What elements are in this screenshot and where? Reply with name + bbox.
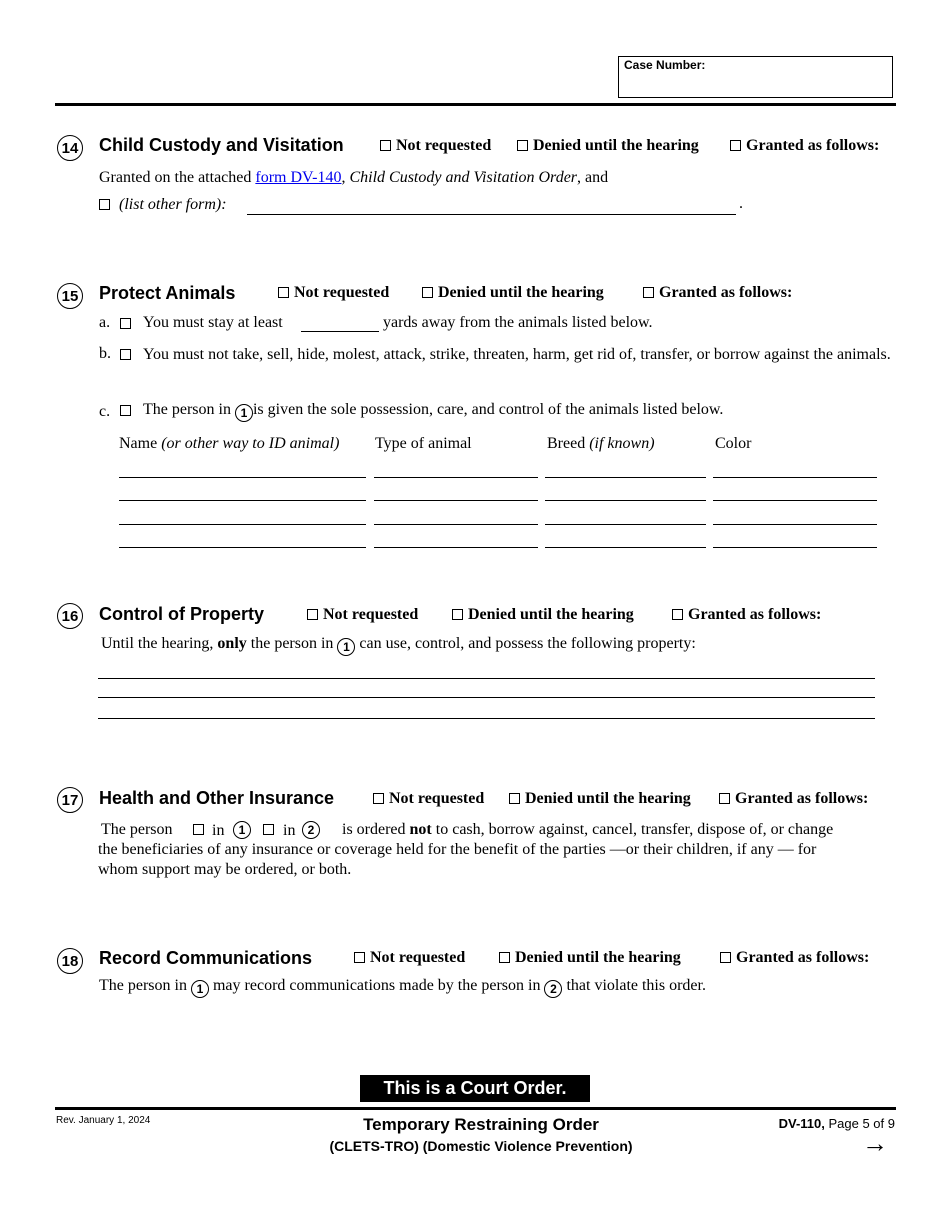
section-14-title: Child Custody and Visitation	[99, 135, 344, 155]
section-15-number: 15	[57, 283, 83, 309]
form-title: Temporary Restraining Order	[363, 1115, 599, 1134]
party-1-ref: 1	[235, 404, 253, 422]
checkbox[interactable]	[452, 609, 463, 620]
checkbox[interactable]	[730, 140, 741, 151]
s15a-checkbox[interactable]	[120, 318, 131, 329]
section-14-number: 14	[57, 135, 83, 161]
in-text: in	[283, 822, 296, 839]
animal-table-cell-line[interactable]	[545, 500, 706, 501]
checkbox[interactable]	[719, 793, 730, 804]
page-number: Page 5 of 9	[824, 1116, 895, 1131]
animal-table-cell-line[interactable]	[374, 524, 538, 525]
checkbox[interactable]	[307, 609, 318, 620]
item-c-letter: c.	[99, 403, 111, 420]
checkbox[interactable]	[99, 199, 110, 210]
s17-party-1-checkbox[interactable]	[193, 824, 204, 835]
s17-text-person: The person	[101, 821, 173, 838]
col-color-header: Color	[715, 435, 752, 452]
s18-not-requested[interactable]: Not requested	[354, 949, 465, 967]
checkbox[interactable]	[373, 793, 384, 804]
animal-table-cell-line[interactable]	[713, 500, 877, 501]
party-1-ref: 1	[233, 821, 251, 839]
s17-text-line2: the beneficiaries of any insurance or coverage held for the benefit of the parties —or their children, if any — for	[98, 841, 817, 858]
section-16-title: Control of Property	[99, 604, 264, 624]
case-number-label: Case Number:	[624, 58, 706, 72]
header-rule	[55, 103, 896, 106]
form-id: DV-110,	[778, 1116, 825, 1131]
animal-table-cell-line[interactable]	[119, 524, 366, 525]
case-number-box	[618, 56, 893, 98]
s15a-text-2: yards away from the animals listed below.	[383, 314, 653, 331]
animal-table-cell-line[interactable]	[374, 477, 538, 478]
checkbox[interactable]	[672, 609, 683, 620]
s17-not-requested[interactable]: Not requested	[373, 790, 484, 808]
party-1-ref: 1	[337, 638, 355, 656]
footer-rule	[55, 1107, 896, 1110]
s15c-checkbox[interactable]	[120, 405, 131, 416]
s14-other-form-field[interactable]	[247, 214, 736, 215]
s18-denied[interactable]: Denied until the hearing	[499, 949, 681, 967]
animal-table-cell-line[interactable]	[713, 524, 877, 525]
party-1-ref: 1	[191, 980, 209, 998]
s14-denied[interactable]: Denied until the hearing	[517, 137, 699, 155]
period: .	[739, 195, 743, 212]
section-18-number: 18	[57, 948, 83, 974]
checkbox[interactable]	[517, 140, 528, 151]
checkbox[interactable]	[278, 287, 289, 298]
animal-table-cell-line[interactable]	[119, 547, 366, 548]
s16-granted[interactable]: Granted as follows:	[672, 606, 821, 624]
s15a-yards-field[interactable]	[301, 331, 379, 332]
in-text: in	[212, 822, 225, 839]
s17-denied[interactable]: Denied until the hearing	[509, 790, 691, 808]
s16-denied[interactable]: Denied until the hearing	[452, 606, 634, 624]
animal-table-cell-line[interactable]	[545, 547, 706, 548]
s15-granted[interactable]: Granted as follows:	[643, 284, 792, 302]
s15-not-requested[interactable]: Not requested	[278, 284, 389, 302]
animal-table-cell-line[interactable]	[713, 477, 877, 478]
checkbox[interactable]	[509, 793, 520, 804]
s14-granted[interactable]: Granted as follows:	[730, 137, 879, 155]
s14-granted-text: Granted on the attached form DV-140, Child Custody and Visitation Order, and	[99, 169, 609, 186]
s14-not-requested[interactable]: Not requested	[380, 137, 491, 155]
s17-party-2-checkbox[interactable]	[263, 824, 274, 835]
revision-date: Rev. January 1, 2024	[56, 1115, 151, 1126]
section-18-title: Record Communications	[99, 948, 313, 968]
section-17-title: Health and Other Insurance	[99, 788, 335, 808]
item-b-letter: b.	[99, 345, 111, 362]
item-a-letter: a.	[99, 314, 111, 331]
s16-not-requested[interactable]: Not requested	[307, 606, 418, 624]
s15b-text: You must not take, sell, hide, molest, attack, strike, threaten, harm, get rid of, transfer, or borrow against the animals.	[143, 346, 891, 363]
s16-property-line[interactable]	[98, 718, 875, 719]
section-17-number: 17	[57, 787, 83, 813]
animal-table-cell-line[interactable]	[545, 524, 706, 525]
s16-text: Until the hearing, only the person in 1 can use, control, and possess the following property:	[101, 635, 696, 654]
s16-property-line[interactable]	[98, 697, 875, 698]
party-2-ref: 2	[302, 821, 320, 839]
s18-text: The person in 1 may record communications made by the person in 2 that violate this order.	[99, 977, 706, 996]
checkbox[interactable]	[499, 952, 510, 963]
s17-text-ordered: is ordered not to cash, borrow against, cancel, transfer, dispose of, or change	[342, 821, 834, 838]
form-subtitle: (CLETS-TRO) (Domestic Violence Prevention)	[329, 1138, 633, 1154]
animal-table-cell-line[interactable]	[713, 547, 877, 548]
party-2-ref: 2	[544, 980, 562, 998]
col-type-header: Type of animal	[375, 435, 472, 452]
s17-granted[interactable]: Granted as follows:	[719, 790, 868, 808]
checkbox[interactable]	[380, 140, 391, 151]
s14-other-form: (list other form):	[99, 196, 227, 214]
section-16-number: 16	[57, 603, 83, 629]
s17-text-line3: whom support may be ordered, or both.	[98, 861, 352, 878]
s15a-text: You must stay at least	[143, 314, 283, 331]
s16-property-line[interactable]	[98, 678, 875, 679]
section-15-title: Protect Animals	[99, 283, 236, 303]
animal-table-cell-line[interactable]	[119, 500, 366, 501]
animal-table-cell-line[interactable]	[374, 500, 538, 501]
checkbox[interactable]	[643, 287, 654, 298]
s15c-text: The person in 1 is given the sole possession, care, and control of the animals listed below.	[143, 401, 724, 420]
next-page-arrow-icon[interactable]: →	[862, 1128, 888, 1158]
col-name-header: Name (or other way to ID animal)	[119, 435, 340, 452]
col-breed-header: Breed (if known)	[547, 435, 655, 452]
s15-denied[interactable]: Denied until the hearing	[422, 284, 604, 302]
s18-granted[interactable]: Granted as follows:	[720, 949, 869, 967]
animal-table-cell-line[interactable]	[545, 477, 706, 478]
s15b-checkbox[interactable]	[120, 349, 131, 360]
checkbox[interactable]	[354, 952, 365, 963]
checkbox[interactable]	[720, 952, 731, 963]
form-dv140-link[interactable]: form DV-140	[255, 169, 342, 186]
checkbox[interactable]	[422, 287, 433, 298]
animal-table-cell-line[interactable]	[374, 547, 538, 548]
animal-table-cell-line[interactable]	[119, 477, 366, 478]
court-order-banner: This is a Court Order.	[360, 1075, 590, 1102]
